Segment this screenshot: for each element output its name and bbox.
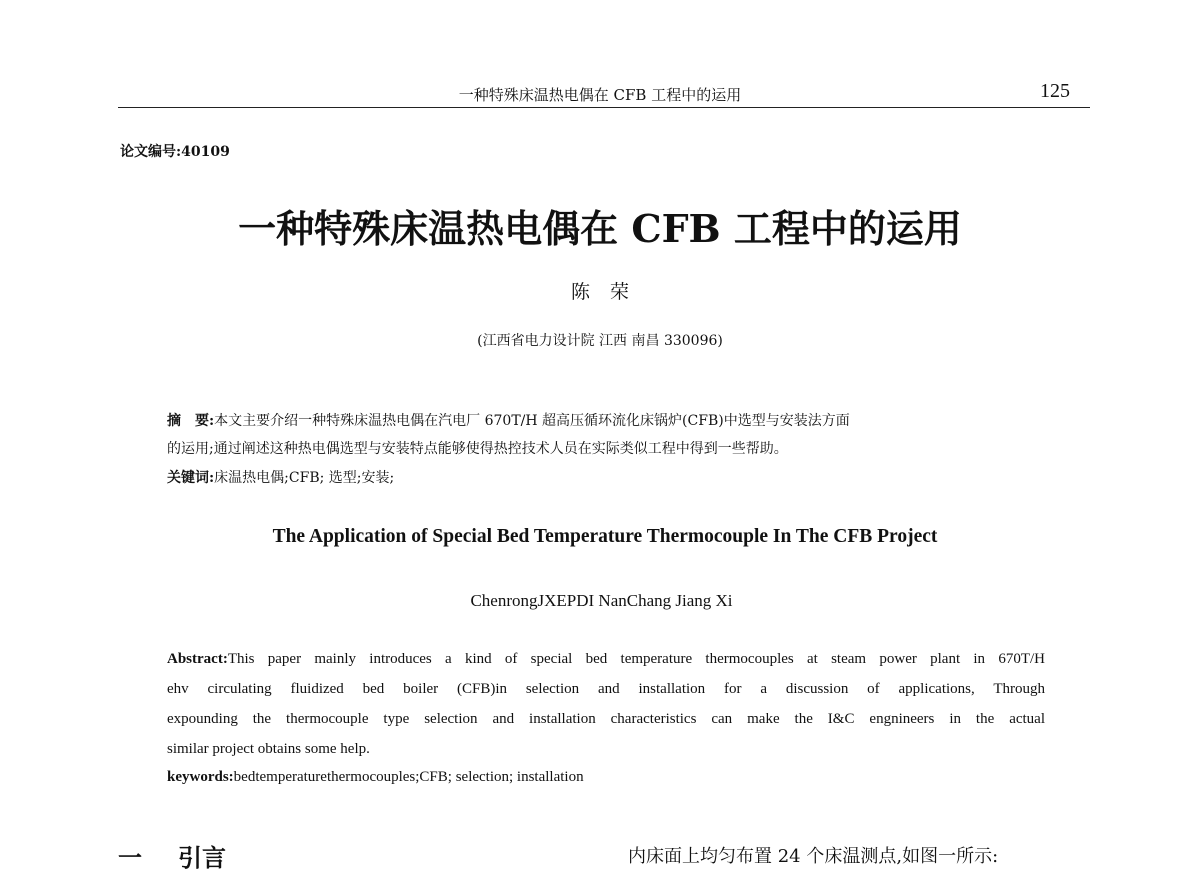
english-keywords-label: keywords: [167,769,234,785]
chinese-abstract-label: 摘 要: [167,413,215,429]
running-title: 一种特殊床温热电偶在 CFB 工程中的运用 [458,86,742,104]
paper-number [120,141,230,161]
english-title: The Application of Special Bed Temperature Thermocouple In The CFB Project [272,526,938,547]
english-abstract-line-4: similar project obtains some help. [167,741,370,757]
english-keywords [167,769,1045,786]
affiliation: (江西省电力设计院 江西 南昌 330096) [477,333,723,349]
page-number: 125 [1040,80,1070,102]
body-text-right: 内床面上均匀布置 24 个床温测点,如图一所示: [628,846,999,867]
english-author: ChenrongJXEPDI NanChang Jiang Xi [470,591,733,610]
paper-number-value: 40109 [181,144,230,160]
english-abstract-text-1: This paper mainly introduces a kind of special bed temperature thermocouples at steam power plant in 670T/H [227,651,1045,667]
author: 陈荣 [570,281,649,303]
english-abstract-line-2: ehv circulating fluidized bed boiler (CFB)in selection and installation for a discussion of applications, Through [167,681,1045,697]
section-title: 引言 [178,843,226,872]
header-rule [118,107,1090,108]
chinese-keywords [167,467,1047,487]
english-abstract-line-1 [167,651,1045,668]
english-keywords-text: bedtemperaturethermocouples;CFB; selection; installation [233,769,584,785]
paper-title: 一种特殊床温热电偶在 CFB 工程中的运用 [238,206,962,251]
chinese-abstract-line-2: 的运用;通过阐述这种热电偶选型与安装特点能够使得热控技术人员在实际类似工程中得到一些帮助。 [167,441,788,457]
chinese-abstract-text-1: 本文主要介绍一种特殊床温热电偶在汽电厂 670T/H 超高压循环流化床锅炉(CFB)中选型与安装法方面 [214,413,850,429]
chinese-keywords-label: 关键词: [167,470,215,486]
chinese-abstract-line-1 [167,410,1047,430]
paper-number-label: 论文编号: [120,144,182,160]
section-heading [118,838,226,873]
english-abstract-line-3: expounding the thermocouple type selection and installation characteristics can make the I&C engnineers in the actual [167,711,1045,727]
english-abstract-label: Abstract: [167,651,228,667]
section-number: 一 [118,843,142,872]
chinese-keywords-text: 床温热电偶;CFB; 选型;安装; [214,470,395,486]
